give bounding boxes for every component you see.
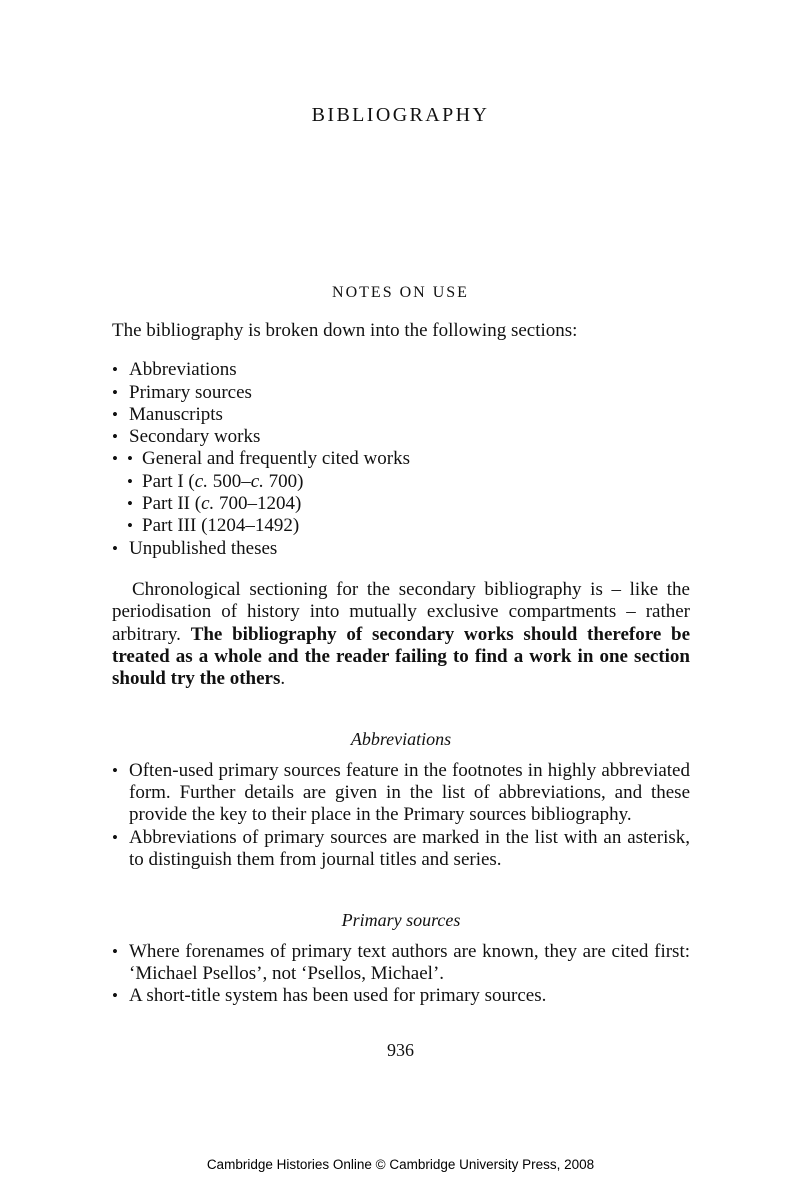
- part-i-suffix: 700): [263, 470, 304, 492]
- part-ii-suffix: 700–1204): [214, 493, 302, 515]
- list-item: [127, 493, 690, 515]
- list-item: • Part III (1204–1492): [127, 515, 690, 537]
- copyright-footer: Cambridge Histories Online © Cambridge University Press, 2008: [206, 1157, 595, 1172]
- notes-on-use-heading: NOTES ON USE: [332, 284, 469, 301]
- part-i-prefix: Part I (: [142, 470, 195, 492]
- list-item: • Abbreviations: [112, 359, 690, 381]
- list-item: • A short-title system has been used for primary sources.: [112, 985, 690, 1007]
- list-item: • Where forenames of primary text authors are known, they are cited first: ‘Michael Psellos’, not ‘Psellos, Michael’.: [112, 941, 690, 986]
- list-item: [127, 471, 690, 493]
- list-item: • • General and frequently cited works: [127, 448, 690, 470]
- paragraph-bold-text: The bibliography of secondary works should therefore be treated as a whole and the reader failing to find a work in one section should try the others: [112, 623, 691, 690]
- circa-abbrev: c.: [194, 470, 208, 492]
- secondary-works-sublist: [112, 448, 690, 537]
- primary-sources-list: [112, 941, 690, 1008]
- sub-list-container: [112, 448, 690, 537]
- abbreviations-heading: Abbreviations: [350, 729, 452, 750]
- page-content: [112, 320, 690, 1007]
- list-item: • Often-used primary sources feature in the footnotes in highly abbreviated form. Further details are given in the list of abbreviations, and these provide the key to their place in the Primary sources bibliography.: [112, 760, 690, 827]
- circa-abbrev: c.: [250, 470, 264, 492]
- circa-abbrev: c.: [201, 493, 215, 515]
- part-ii-prefix: Part II (: [142, 493, 202, 515]
- list-item: • Primary sources: [112, 382, 690, 404]
- abbreviations-list: [112, 760, 690, 871]
- paragraph-normal-text: Chronological sectioning for the secondary bibliography is – like the periodisation of history into mutually exclusive compartments – rather arbitrary.: [112, 578, 690, 645]
- page-number: 936: [387, 1040, 414, 1060]
- list-item: • Manuscripts: [112, 404, 690, 426]
- part-i-middle: 500–: [207, 470, 251, 492]
- list-item: • Secondary works: [112, 426, 690, 448]
- list-item: • Unpublished theses: [112, 538, 690, 560]
- primary-sources-heading: Primary sources: [341, 910, 461, 931]
- chronology-paragraph: [112, 579, 690, 690]
- intro-text: The bibliography is broken down into the following sections:: [112, 320, 578, 341]
- paragraph-end: .: [280, 668, 286, 690]
- sections-list: [112, 359, 690, 560]
- page-title: BIBLIOGRAPHY: [311, 104, 490, 126]
- list-item: • Abbreviations of primary sources are marked in the list with an asterisk, to distinguish them from journal titles and series.: [112, 827, 690, 872]
